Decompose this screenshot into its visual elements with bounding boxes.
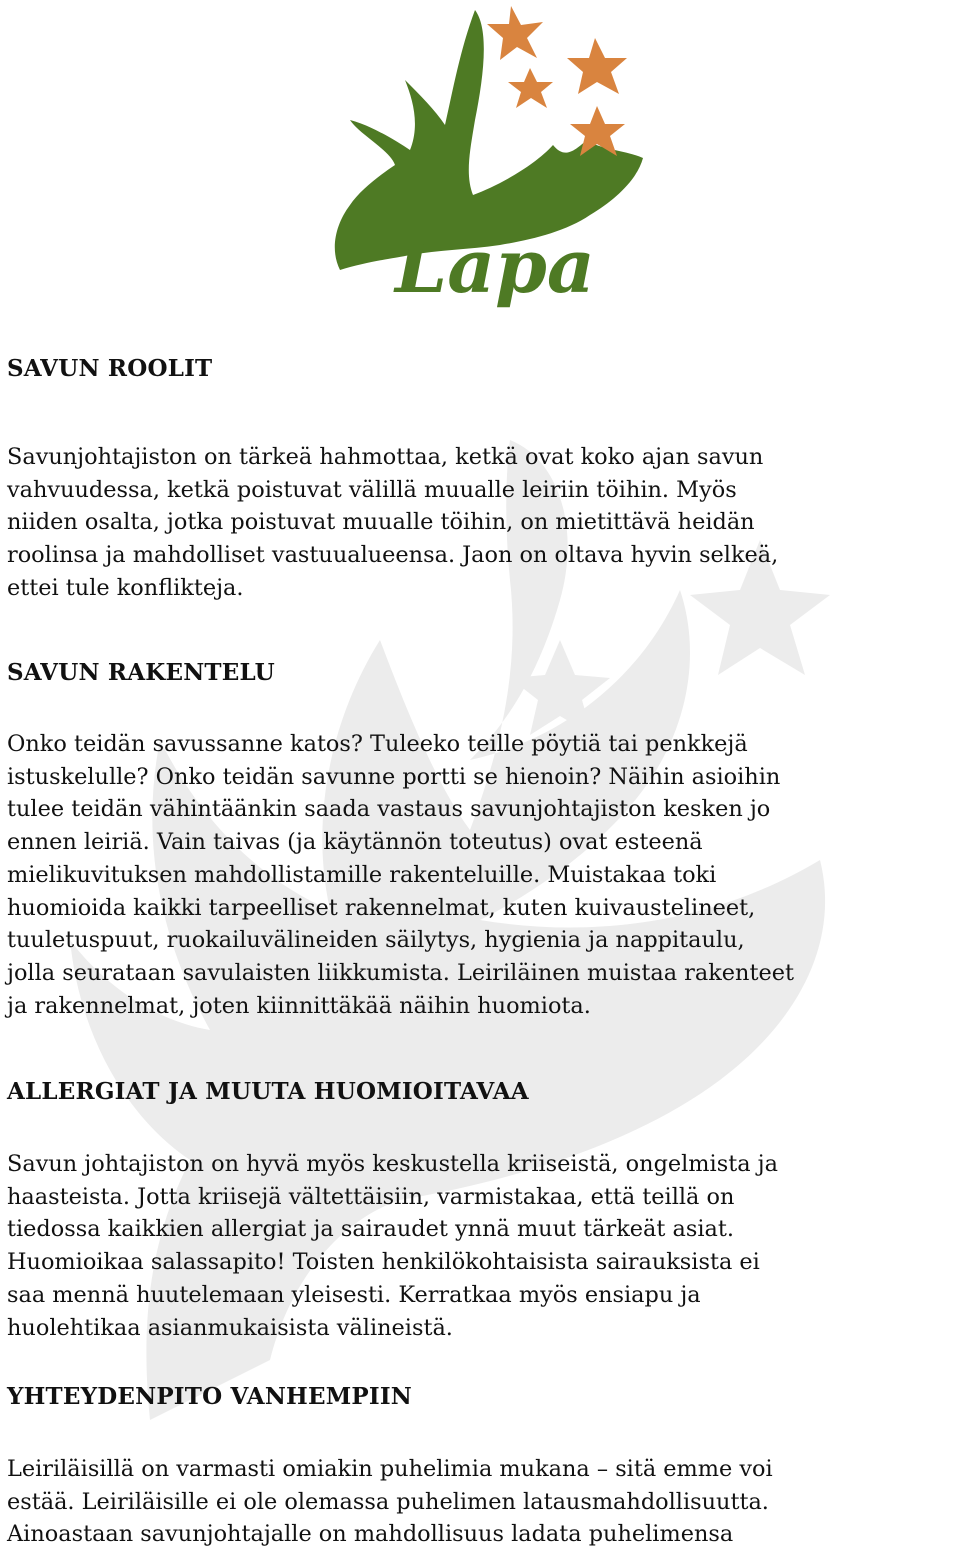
- star-icon: [508, 68, 553, 108]
- section-paragraph-savun-rakentelu: [7, 728, 960, 1022]
- section-paragraph-savun-roolit: [7, 441, 960, 605]
- text-line: tuuletuspuut, ruokailuvälineiden säilytys, hygienia ja nappitaulu,: [7, 927, 745, 954]
- text-line: mielikuvituksen mahdollistamille rakenteluille. Muistakaa toki: [7, 861, 717, 888]
- logo-text: Lapa: [395, 224, 595, 310]
- text-line: huolehtikaa asianmukaisista välineistä.: [7, 1314, 453, 1341]
- text-line: niiden osalta, jotka poistuvat muualle töihin, on mietittävä heidän: [7, 509, 755, 536]
- text-line: ettei tule konflikteja.: [7, 574, 244, 601]
- text-line: ennen leiriä. Vain taivas (ja käytännön toteutus) ovat esteenä: [7, 829, 703, 856]
- section-heading-savun-rakentelu: SAVUN RAKENTELU: [7, 659, 275, 686]
- section-paragraph-allergiat: [7, 1148, 960, 1344]
- section-heading-allergiat: ALLERGIAT JA MUUTA HUOMIOITAVAA: [7, 1078, 529, 1105]
- text-line: Savunjohtajiston on tärkeä hahmottaa, ketkä ovat koko ajan savun: [7, 444, 764, 470]
- text-line: ja rakennelmat, joten kiinnittäkää näihin huomiota.: [7, 992, 591, 1019]
- text-line: saa mennä huutelemaan yleisesti. Kerratkaa myös ensiapu ja: [7, 1281, 701, 1308]
- section-heading-yhteydenpito: YHTEYDENPITO VANHEMPIIN: [7, 1383, 413, 1410]
- text-line: jolla seurataan savulaisten liikkumista. Leiriläinen muistaa rakenteet: [7, 959, 794, 986]
- text-line: estää. Leiriläisille ei ole olemassa puhelimen latausmahdollisuutta.: [7, 1488, 769, 1515]
- lapa-logo: [325, 0, 655, 325]
- text-line: Onko teidän savussanne katos? Tuleeko teille pöytiä tai penkkejä: [7, 731, 748, 757]
- star-icon: [567, 38, 627, 94]
- star-icon: [487, 6, 543, 60]
- text-line: tulee teidän vähintäänkin saada vastaus savunjohtajiston kesken jo: [7, 796, 771, 823]
- text-line: tiedossa kaikkien allergiat ja sairaudet ynnä muut tärkeät asiat.: [7, 1216, 734, 1243]
- text-line: Huomioikaa salassapito! Toisten henkilökohtaisista sairauksista ei: [7, 1249, 760, 1276]
- text-line: Leiriläisillä on varmasti omiakin puhelimia mukana – sitä emme voi: [7, 1456, 773, 1482]
- text-line: istuskelulle? Onko teidän savunne portti se hienoin? Näihin asioihin: [7, 763, 781, 790]
- text-line: haasteista. Jotta kriisejä vältettäisiin, varmistakaa, että teillä on: [7, 1183, 735, 1210]
- text-line: roolinsa ja mahdolliset vastuualueensa. Jaon on oltava hyvin selkeä,: [7, 542, 779, 569]
- text-line: Savun johtajiston on hyvä myös keskustella kriiseistä, ongelmista ja: [7, 1151, 778, 1177]
- text-line: vahvuudessa, ketkä poistuvat välillä muualle leiriin töihin. Myös: [7, 476, 737, 503]
- section-paragraph-yhteydenpito: [7, 1453, 960, 1551]
- text-line: huomioida kaikki tarpeelliset rakennelmat, kuten kuivaustelineet,: [7, 894, 756, 921]
- text-line: Ainoastaan savunjohtajalle on mahdollisuus ladata puhelimensa: [7, 1521, 734, 1548]
- section-heading-savun-roolit: SAVUN ROOLIT: [7, 355, 213, 382]
